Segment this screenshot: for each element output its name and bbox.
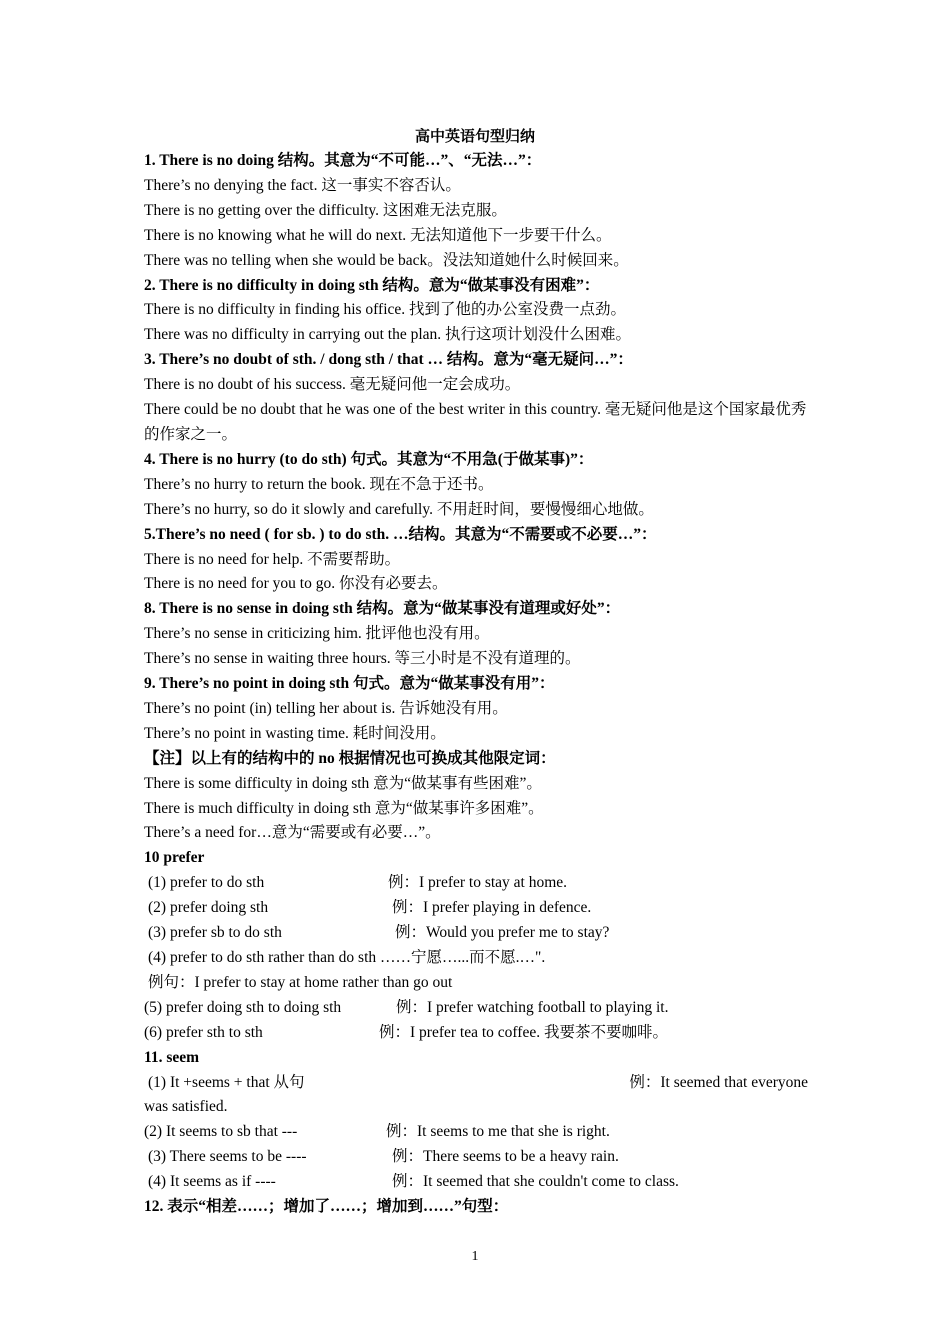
example-sentence: There was no difficulty in carrying out the plan. 执行这项计划没什么困难。 xyxy=(144,326,632,344)
example-sentence: There’s no point (in) telling her about is. 告诉她没有用。 xyxy=(144,699,508,717)
example-sentence: There’s no sense in waiting three hours. 等三小时是不没有道理的。 xyxy=(144,650,581,668)
section-heading: 8. There is no sense in doing sth 结构。意为“做某事没有道理或好处”： xyxy=(144,600,621,618)
seem-row xyxy=(144,1170,808,1195)
example-sentence: There was no telling when she would be back。没法知道她什么时候回来。 xyxy=(144,251,629,269)
pattern-text: (1) prefer to do sth xyxy=(148,874,265,892)
example-text: 例：I prefer tea to coffee. 我要茶不要咖啡。 xyxy=(379,1023,668,1041)
example-text: 例：I prefer to stay at home. xyxy=(388,874,568,892)
pattern-text: (6) prefer sth to sth xyxy=(144,1023,263,1041)
pattern-text: (3) There seems to be ---- xyxy=(148,1148,307,1166)
pattern-text: 例句：I prefer to stay at home rather than go out xyxy=(148,973,453,991)
pattern-text: (4) prefer to do sth rather than do sth ……宁愿…...而不愿.…". xyxy=(148,949,546,966)
example-sentence: There’s no denying the fact. 这一事实不容否认。 xyxy=(144,176,461,194)
prefer-row xyxy=(144,946,808,971)
prefer-row xyxy=(144,971,808,996)
example-sentence: There’s no hurry, so do it slowly and carefully. 不用赶时间，要慢慢细心地做。 xyxy=(144,500,654,518)
section-heading: 2. There is no difficulty in doing sth 结构。意为“做某事没有困难”： xyxy=(144,276,600,294)
prefer-row xyxy=(144,896,808,921)
seem-row xyxy=(144,1145,808,1170)
section-heading-seem: 11. seem xyxy=(144,1048,200,1066)
pattern-text: (2) prefer doing sth xyxy=(148,899,269,917)
note-heading: 【注】以上有的结构中的 no 根据情况也可换成其他限定词： xyxy=(144,749,556,767)
section-heading: 3. There’s no doubt of sth. / dong sth / that … 结构。意为“毫无疑问…”： xyxy=(144,351,633,369)
prefer-row xyxy=(144,921,808,946)
example-sentence: There is no getting over the difficulty. 这困难无法克服。 xyxy=(144,201,507,219)
example-text: 例：It seemed that everyone xyxy=(629,1073,808,1091)
page-number: 1 xyxy=(471,1249,479,1264)
pattern-text: (2) It seems to sb that --- xyxy=(144,1123,298,1141)
section-heading: 12. 表示“相差……；增加了……；增加到……”句型： xyxy=(144,1198,509,1216)
example-text: 例：Would you prefer me to stay? xyxy=(395,924,610,942)
prefer-row xyxy=(144,1021,808,1046)
pattern-text: (1) It +seems + that 从句 xyxy=(148,1073,305,1091)
section-heading: 5.There’s no need ( for sb. ) to do sth. …结构。其意为“不需要或不必要…”： xyxy=(144,525,657,543)
example-text: 例：I prefer watching football to playing it. xyxy=(396,998,669,1016)
note-sentence: There is much difficulty in doing sth 意为“做某事许多困难”。 xyxy=(144,799,544,817)
example-text: 例：I prefer playing in defence. xyxy=(392,899,592,917)
example-sentence: There is no need for help. 不需要帮助。 xyxy=(144,550,401,568)
pattern-text: (4) It seems as if ---- xyxy=(148,1173,276,1191)
example-text: 例：It seems to me that she is right. xyxy=(386,1123,610,1141)
example-sentence: There could be no doubt that he was one of the best writer in this country. 毫无疑问他是这个国家最优秀的作家之一。 xyxy=(144,401,807,443)
seem-row xyxy=(144,1120,808,1145)
example-sentence: There’s no hurry to return the book. 现在不急于还书。 xyxy=(144,475,494,493)
document-title: 高中英语句型归纳 xyxy=(414,129,535,145)
example-sentence: There is no knowing what he will do next. 无法知道他下一步要干什么。 xyxy=(144,226,612,244)
note-sentence: There is some difficulty in doing sth 意为“做某事有些困难”。 xyxy=(144,774,542,792)
prefer-row xyxy=(144,996,808,1021)
example-sentence: There is no doubt of his success. 毫无疑问他一定会成功。 xyxy=(144,376,521,394)
pattern-text: (3) prefer sb to do sth xyxy=(148,924,282,942)
seem-row xyxy=(144,1095,808,1120)
section-heading: 4. There is no hurry (to do sth) 句式。其意为“不用急(于做某事)”： xyxy=(144,450,594,468)
example-text: 例：There seems to be a heavy rain. xyxy=(392,1148,619,1166)
example-sentence: There is no difficulty in finding his office. 找到了他的办公室没费一点劲。 xyxy=(144,301,627,319)
example-text: 例：It seemed that she couldn't come to class. xyxy=(392,1173,679,1191)
section-heading: 1. There is no doing 结构。其意为“不可能…”、“无法…”： xyxy=(144,152,542,169)
section-heading: 9. There’s no point in doing sth 句式。意为“做某事没有用”： xyxy=(144,675,555,693)
section-heading-prefer: 10 prefer xyxy=(144,849,205,867)
example-sentence: There is no need for you to go. 你没有必要去。 xyxy=(144,575,448,593)
pattern-text: was satisfied. xyxy=(144,1098,228,1116)
pattern-text: (5) prefer doing sth to doing sth xyxy=(144,998,342,1016)
example-sentence: There’s no sense in criticizing him. 批评他也没有用。 xyxy=(144,625,490,643)
note-sentence: There’s a need for…意为“需要或有必要…”。 xyxy=(144,824,441,842)
document-body xyxy=(144,149,808,1220)
prefer-row xyxy=(144,871,808,896)
example-sentence: There’s no point in wasting time. 耗时间没用。 xyxy=(144,724,446,742)
seem-row xyxy=(144,1071,808,1096)
